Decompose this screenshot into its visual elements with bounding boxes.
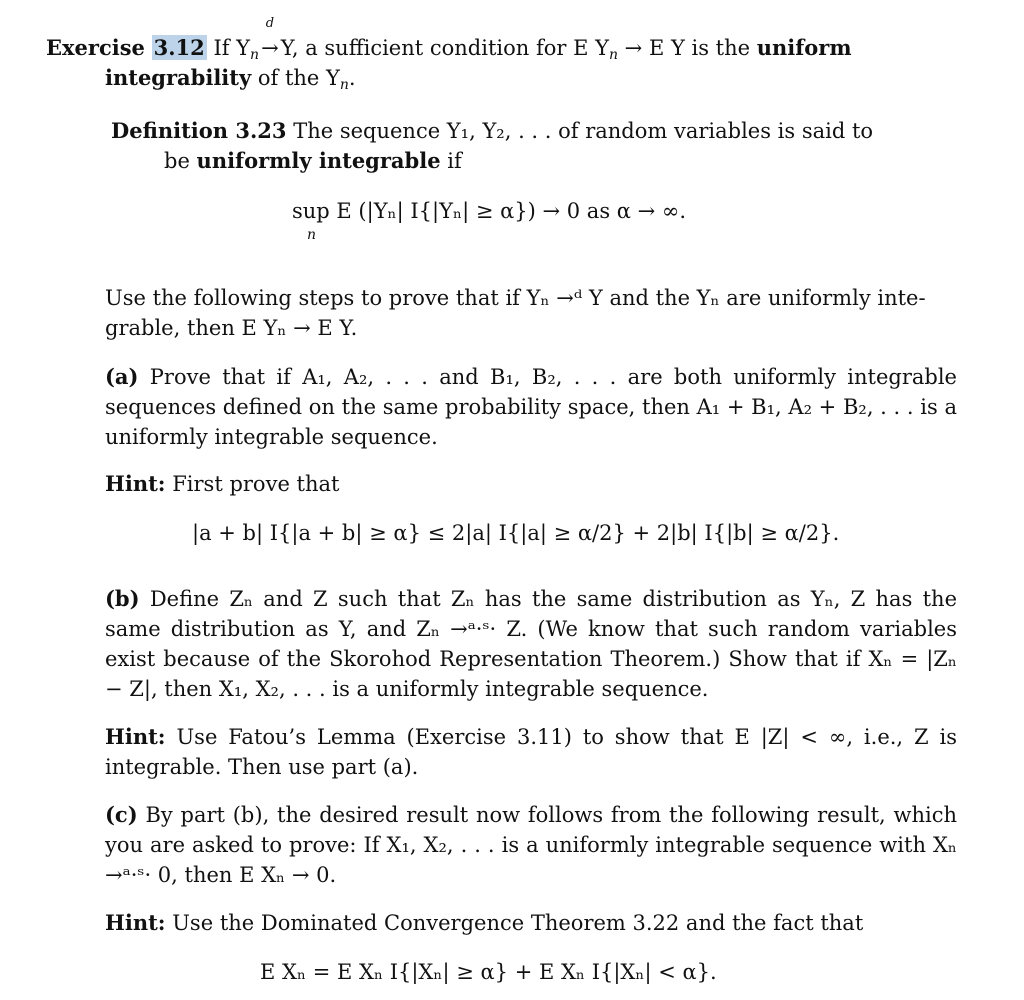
exercise-label: Exercise xyxy=(46,35,145,60)
definition-label: Definition 3.23 xyxy=(111,118,287,143)
intro-line2: grable, then E Yₙ → E Y. xyxy=(105,316,358,340)
definition-equation-subscript: n xyxy=(307,227,317,243)
definition-text: The sequence Y₁, Y₂, . . . of random variables is said to xyxy=(293,119,874,143)
part-c-text: By part (b), the desired result now follows from the following result, which you are asked to prove: If X₁, X₂, . . . is a uniformly integrable sequence with Xₙ →ᵃ·ˢ· 0, then E Xₙ → 0. xyxy=(105,803,957,887)
part-a xyxy=(105,362,957,452)
part-c xyxy=(105,800,957,890)
hint-c-equation: E Xₙ = E Xₙ I{|Xₙ| ≥ α} + E Xₙ I{|Xₙ| < α}. xyxy=(260,960,717,984)
part-a-label: (a) xyxy=(105,364,139,389)
hint-a-equation: |a + b| I{|a + b| ≥ α} ≤ 2|a| I{|a| ≥ α/2} + 2|b| I{|b| ≥ α/2}. xyxy=(192,521,840,545)
part-b xyxy=(105,584,957,704)
exercise-number: 3.12 xyxy=(153,35,205,60)
term-uniform: uniform xyxy=(756,35,852,60)
hint-c-text: Use the Dominated Convergence Theorem 3.22 and the fact that xyxy=(172,911,864,935)
exercise-text: If $Y_n$ d →Y, a sufficient condition for E $Y_n \to E$ Y is the uniform xyxy=(213,16,852,63)
term-uniformly-integrable: uniformly integrable xyxy=(196,148,441,173)
hint-c-label: Hint: xyxy=(105,910,166,935)
convergence-arrow: d → xyxy=(261,16,279,60)
hint-b-label: Hint: xyxy=(105,724,166,749)
hint-b xyxy=(105,722,957,782)
definition-line1 xyxy=(111,116,911,146)
part-b-text: Define Zₙ and Z such that Zₙ has the same distribution as Yₙ, Z has the same distribution as Y, and Zₙ →ᵃ·ˢ· Z. (We know that such random variables exist because of the Skorohod Representation Theorem.) Show that if Xₙ = |Zₙ − Z|, then X₁, X₂, . . . is a uniformly integrable sequence. xyxy=(105,587,957,701)
part-a-text: Prove that if A₁, A₂, . . . and B₁, B₂, . . . are both uniformly integrable sequences defined on the same probability space, then A₁ + B₁, A₂ + B₂, . . . is a uniformly integrable sequence. xyxy=(105,365,957,449)
definition-equation: sup E (|Yₙ| I{|Yₙ| ≥ α}) → 0 as α → ∞. xyxy=(292,199,687,223)
hint-a-label: Hint: xyxy=(105,471,166,496)
definition-line2: be uniformly integrable if xyxy=(164,148,462,173)
exercise-statement xyxy=(46,16,957,63)
hint-c xyxy=(105,908,957,938)
hint-a xyxy=(105,469,957,499)
exercise-statement-line2: integrability of the $Y_n$. xyxy=(105,65,356,93)
part-c-label: (c) xyxy=(105,802,138,827)
intro-line1: Use the following steps to prove that if Yₙ →ᵈ Y and the Yₙ are uniformly inte- xyxy=(105,286,926,310)
part-b-label: (b) xyxy=(105,586,140,611)
term-integrability: integrability xyxy=(105,65,252,90)
hint-b-text: Use Fatou’s Lemma (Exercise 3.11) to show that E |Z| < ∞, i.e., Z is integrable. Then use part (a). xyxy=(105,725,958,779)
hint-a-text: First prove that xyxy=(172,472,340,496)
